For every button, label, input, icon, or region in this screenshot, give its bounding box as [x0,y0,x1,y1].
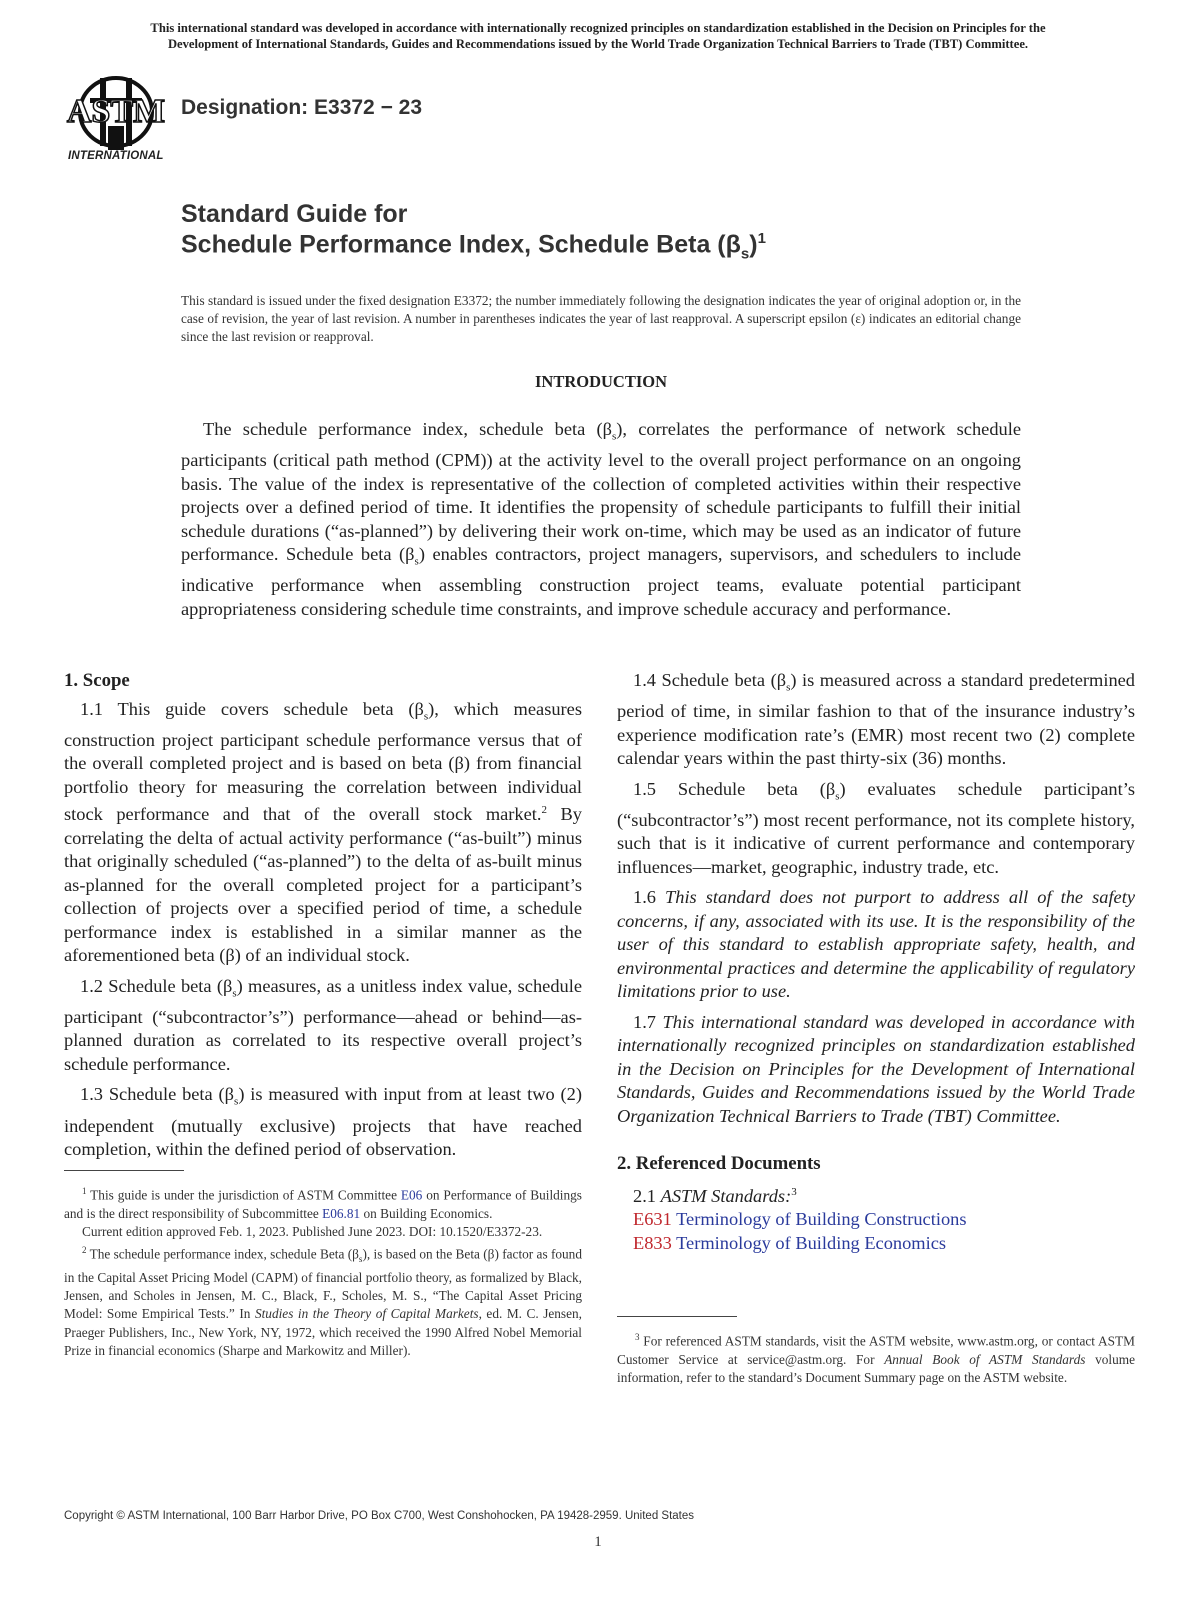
footnote-1 [64,1182,582,1223]
page-number: 1 [594,1534,602,1550]
fn2-marker: 2 [82,1245,87,1256]
title-line-1: Standard Guide for [181,200,408,228]
footnote-ref-3[interactable]: 3 [791,1185,797,1198]
title-sub: s [740,245,750,263]
s21-num: 2.1 [633,1185,661,1206]
s11-a: 1.1 This guide covers schedule beta (β [80,698,424,719]
title-close: ) [749,230,758,259]
reference-list [617,1208,1135,1255]
section-1-2 [64,975,582,1077]
s13-a: 1.3 Schedule beta (β [80,1084,235,1105]
s14-a: 1.4 Schedule beta (β [633,670,787,690]
banner-line-2: Development of International Standards, Guides and Recommendations issued by the World Trade Organization Technical Barriers to Trade (TBT) Committee. [167,37,1029,51]
intro-text-c: ) enables contractors, project managers, supervisors, and schedulers to include indicative performance when assembling construction project teams, evaluate potential participant appropriateness considering schedule time constraints, and improve schedule accuracy and performance. [181,544,1022,619]
intro-text-a: The schedule performance index, schedule beta (β [203,419,612,439]
s16-num: 1.6 [633,887,666,908]
section-1-3 [64,1083,582,1161]
section-1-5 [617,778,1135,880]
fn2-ital: Studies in the Theory of Capital Markets [254,1306,479,1322]
subcommittee-e06-81-link[interactable]: E06.81 [322,1205,361,1221]
fn2-b: ), is based on the Beta (β) factor as found in the Capital Asset Pricing Model (CAPM) of financial portfolio theory, as formalized by Black, Jensen, and Scholes in Jensen, M. C., Black, F., Scholes, M. S., “The Capital Asset Pricing Model: Some Empirical Tests.” In [64,1246,582,1322]
footnote-divider-left [64,1170,184,1171]
fn3-marker: 3 [635,1332,640,1342]
committee-e06-link[interactable]: E06 [400,1187,423,1203]
introduction-paragraph [181,418,1021,621]
fn1-b: on Performance of Buildings and is the direct responsibility of Subcommittee [64,1187,582,1221]
referenced-documents-heading: 2. Referenced Documents [617,1153,821,1175]
title-line-2 [181,230,766,262]
logo-lettering: ASTM [66,93,166,130]
s17-num: 1.7 [633,1011,663,1032]
section-1-4 [617,669,1135,771]
fn3-a: For referenced ASTM standards, visit the ASTM website, www.astm.org, or contact ASTM Customer Service at service@astm.org. For [617,1333,1135,1367]
banner-line-1: This international standard was developed in accordance with internationally recognized principles on standardization established in the Decision on Principles for the [150,21,1046,35]
s15-b: ) evaluates schedule participant’s (“subcontractor’s”) most recent performance, not its complete history, such that is it indicative of current performance and contemporary influences—market, geographic, industry trade, etc. [617,778,1135,877]
fn1-c: on Building Economics. [360,1205,493,1221]
section-1-6 [617,886,1135,1004]
s12-sub: s [232,987,237,1000]
edition-note: Current edition approved Feb. 1, 2023. Published June 2023. DOI: 10.1520/E3372-23. [82,1224,543,1240]
designation-label: Designation: [181,96,309,119]
s15-sub: s [835,790,840,803]
s13-sub: s [234,1096,239,1109]
fn2-c: , ed. M. C. Jensen, Praeger Publishers, Inc., New York, NY, 1972, which received the 1990 Alfred Nobel Memorial Prize in financial economics (Sharpe and Markowitz and Miller). [64,1306,582,1358]
tbt-banner [60,20,1136,52]
s17-text: This international standard was developed in accordance with internationally recognized principles on standardization established in the Decision on Principles for the Development of International Standards, Guides and Recommendations issued by the World Trade Organization Technical Barriers to Trade (TBT) Committee. [617,1011,1135,1126]
s11-b: ), which measures construction project participant schedule performance versus that of the overall completed project and is based on beta (β) from financial portfolio theory for measuring the correlation between individual stock performance and that of the overall stock market. [64,698,582,825]
reference-code-link[interactable]: E833 [633,1232,672,1253]
s12-b: ) measures, as a unitless index value, schedule participant (“subcontractor’s”) performance—ahead or behind—as-planned duration as correlated to its respective overall project’s schedule performance. [64,975,582,1074]
section-2-1 [617,1181,1135,1209]
intro-sub-b: s [414,555,419,568]
intro-text-b: ), correlates the performance of network schedule participants (critical path method (CPM)) at the activity level to the overall project performance on an ongoing basis. The value of the index is representative of the collection of completed activities within their respective projects over a defined period of time. It identifies the propensity of schedule participants to fulfill their initial schedule durations (“as-planned”) by delivering their work on-time, which may be used as an indicator of future performance. Schedule beta (β [181,419,1021,565]
fn2-sub: s [358,1254,363,1265]
footnotes-right [617,1328,1135,1387]
footnote-divider-right [617,1316,737,1317]
reference-item[interactable] [633,1232,1135,1256]
fn1-a: This guide is under the jurisdiction of ASTM Committee [86,1187,401,1203]
fn3-ital: Annual Book of ASTM Standards [884,1351,1086,1367]
s12-a: 1.2 Schedule beta (β [80,975,233,996]
s11-c: By correlating the delta of actual activity performance (“as-built”) minus that originally scheduled (“as-planned”) to the delta of as-built minus as-planned for the overall completed project for a participant’s collection of projects over a specified period of time, a schedule performance index is established in a similar manner as the aforementioned beta (β) of an individual stock. [64,804,583,966]
s13-b: ) is measured with input from at least two (2) independent (mutually exclusive) projects that have reached completion, within the defined period of observation. [64,1084,582,1160]
title-main: Schedule Performance Index, Schedule Beta (β [181,230,741,259]
fn2-a: The schedule performance index, schedule Beta (β [86,1246,359,1262]
title-footnote-ref[interactable]: 1 [757,230,766,247]
s16-text: This standard does not purport to address all of the safety concerns, if any, associated with its use. It is the responsibility of the user of this standard to establish appropriate safety, health, and environmental practices and determine the applicability of regulatory limitations prior to use. [617,887,1135,1002]
s14-sub: s [786,681,791,694]
s15-a: 1.5 Schedule beta (β [633,778,836,799]
s14-b: ) is measured across a standard predetermined period of time, in similar fashion to that of the insurance industry’s experience modification rate’s (EMR) most recent two (2) complete calendar years within the past thirty-six (36) months. [617,670,1135,769]
footnotes-left [64,1182,582,1360]
left-column [64,669,582,1169]
fn3-b: volume information, refer to the standard’s Document Summary page on the ASTM website. [617,1351,1135,1386]
reference-item[interactable] [633,1208,1135,1232]
section-1-7 [617,1011,1135,1129]
reference-title-link[interactable]: Terminology of Building Constructions [676,1209,967,1230]
s11-sub: s [423,710,429,723]
intro-sub-a: s [611,430,617,443]
right-column [617,669,1135,1255]
reference-title-link[interactable]: Terminology of Building Economics [676,1232,947,1253]
s21-label: ASTM Standards: [660,1185,792,1206]
reference-code-link[interactable]: E631 [633,1209,672,1230]
footnote-3 [617,1328,1135,1387]
introduction-heading: INTRODUCTION [534,372,668,391]
footnote-ref-2[interactable]: 2 [541,804,547,817]
scope-heading: 1. Scope [64,670,130,691]
designation-value: E3372 − 23 [314,96,423,119]
section-1-1 [64,698,582,968]
copyright-notice: Copyright © ASTM International, 100 Barr Harbor Drive, PO Box C700, West Conshohocken, PA 19428-2959. United States [64,1510,695,1522]
fn1-marker: 1 [82,1186,87,1196]
footnote-2 [64,1241,582,1360]
logo-subtext: INTERNATIONAL [68,150,164,162]
issued-note: This standard is issued under the fixed designation E3372; the number immediately following the designation indicates the year of original adoption or, in the case of revision, the year of last revision. A number in parentheses indicates the year of last reapproval. A superscript epsilon (ε) indicates an editorial change since the last revision or reapproval. [181,293,1021,344]
designation [181,96,422,120]
